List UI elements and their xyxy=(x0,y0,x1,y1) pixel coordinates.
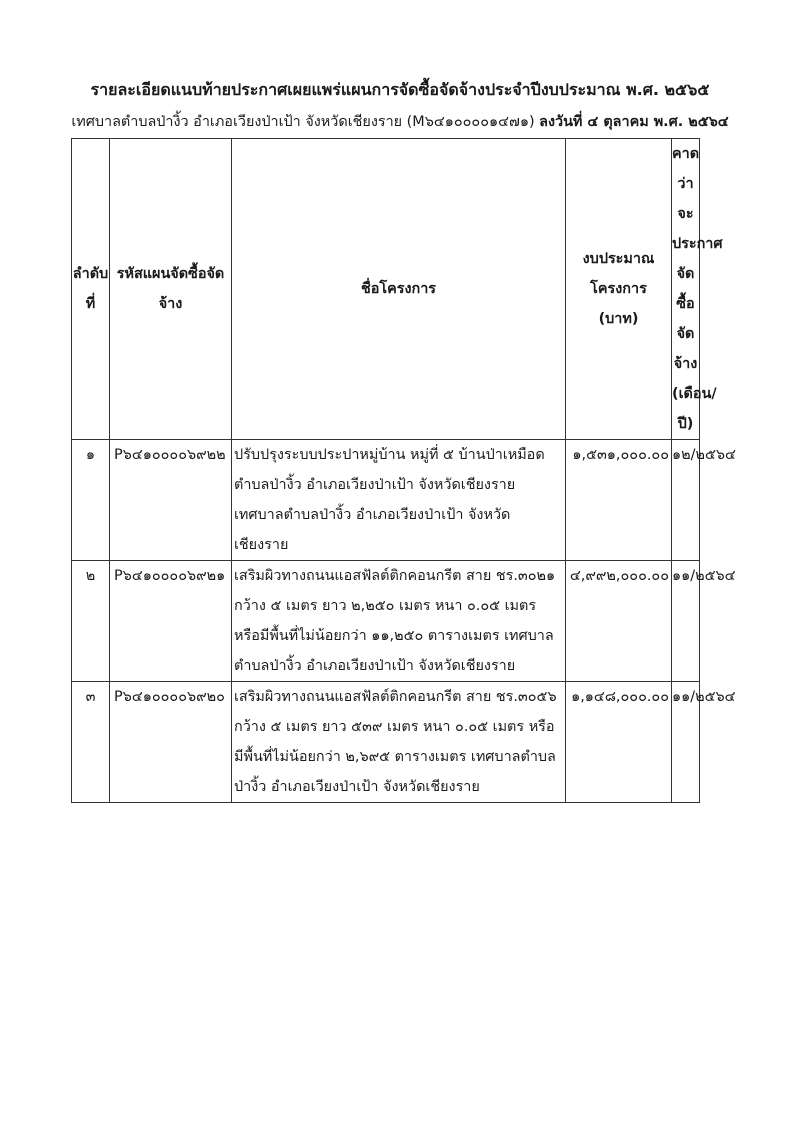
row-plan-code: P๖๔๑๐๐๐๐๖๙๒๑ xyxy=(110,561,232,682)
procurement-plan-table xyxy=(71,138,736,803)
row-project-name: เสริมผิวทางถนนแอสฟัลต์ติกคอนกรีต สาย ชร.๓๐๒๑ กว้าง ๕ เมตร ยาว ๒,๒๕๐ เมตร หนา ๐.๐๕ เมตร หรือมีพื้นที่ไม่น้อยกว่า ๑๑,๒๕๐ ตารางเมตร เทศบาลตำบลป่างิ้ว อำเภอเวียงป่าเป้า จังหวัดเชียงราย xyxy=(232,561,566,682)
table-row xyxy=(72,440,700,561)
row-number: ๑ xyxy=(72,440,110,561)
row-budget: ๔,๙๙๒,๐๐๐.๐๐ xyxy=(566,561,672,682)
table-header-row xyxy=(72,139,700,440)
subtitle-organization: เทศบาลตำบลป่างิ้ว อำเภอเวียงป่าเป้า จังหวัดเชียงราย (M๖๔๑๐๐๐๐๑๔๗๑) xyxy=(71,114,535,130)
header-name: ชื่อโครงการ xyxy=(232,139,566,440)
row-number: ๒ xyxy=(72,561,110,682)
header-date: คาดว่าจะ ประกาศ จัดซื้อจัด จ้าง (เดือน/ปี) xyxy=(672,139,700,440)
row-expected-date: ๑๒/๒๕๖๔ xyxy=(672,440,700,561)
table-row xyxy=(72,561,700,682)
header-budget: งบประมาณ โครงการ (บาท) xyxy=(566,139,672,440)
row-plan-code: P๖๔๑๐๐๐๐๖๙๒๐ xyxy=(110,682,232,803)
row-project-name: ปรับปรุงระบบประปาหมู่บ้าน หมู่ที่ ๕ บ้านป่าเหมือด ตำบลป่างิ้ว อำเภอเวียงป่าเป้า จังหวัดเชียงราย เทศบาลตำบลป่างิ้ว อำเภอเวียงป่าเป้า จังหวัดเชียงราย xyxy=(232,440,566,561)
header-no: ลำดับ ที่ xyxy=(72,139,110,440)
document-title: รายละเอียดแนบท้ายประกาศเผยแพร่แผนการจัดซื้อจัดจ้างประจำปีงบประมาณ พ.ศ. ๒๕๖๕ xyxy=(90,80,710,99)
row-expected-date: ๑๑/๒๕๖๔ xyxy=(672,682,700,803)
document-subtitle xyxy=(40,112,760,132)
table-row xyxy=(72,682,700,803)
row-number: ๓ xyxy=(72,682,110,803)
subtitle-date: ลงวันที่ ๔ ตุลาคม พ.ศ. ๒๕๖๔ xyxy=(539,114,729,130)
header-code: รหัสแผนจัดซื้อจัด จ้าง xyxy=(110,139,232,440)
row-budget: ๑,๑๔๘,๐๐๐.๐๐ xyxy=(566,682,672,803)
row-project-name: เสริมผิวทางถนนแอสฟัลต์ติกคอนกรีต สาย ชร.๓๐๕๖ กว้าง ๕ เมตร ยาว ๕๓๙ เมตร หนา ๐.๐๕ เมตร หรือมีพื้นที่ไม่น้อยกว่า ๒,๖๙๕ ตารางเมตร เทศบาลตำบลป่างิ้ว อำเภอเวียงป่าเป้า จังหวัดเชียงราย xyxy=(232,682,566,803)
row-plan-code: P๖๔๑๐๐๐๐๖๙๒๒ xyxy=(110,440,232,561)
row-expected-date: ๑๑/๒๕๖๔ xyxy=(672,561,700,682)
row-budget: ๑,๕๓๑,๐๐๐.๐๐ xyxy=(566,440,672,561)
